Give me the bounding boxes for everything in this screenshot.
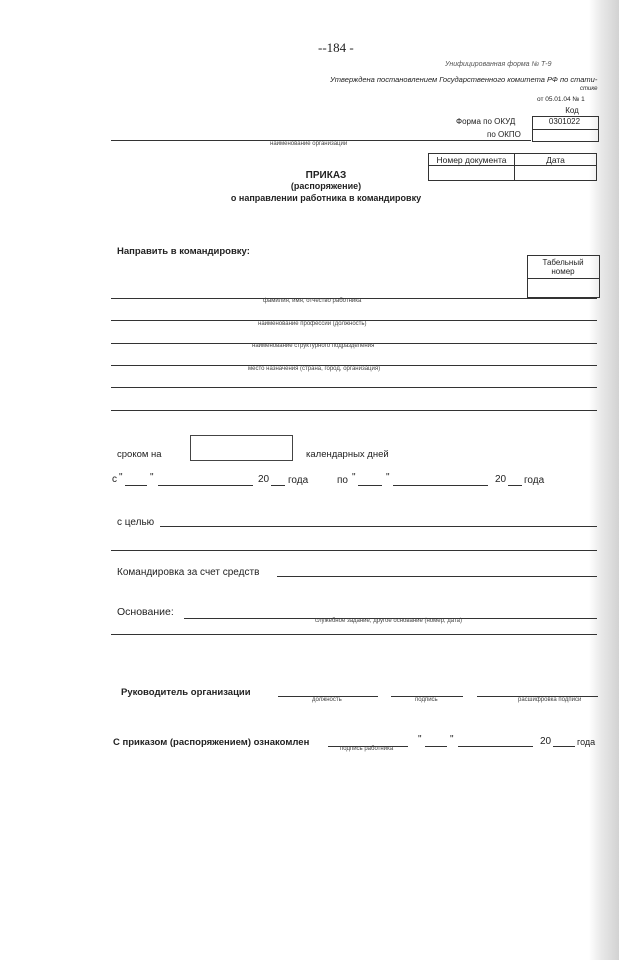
kod-label: Код bbox=[565, 106, 579, 115]
purpose-label: с целью bbox=[117, 517, 155, 528]
to-day-field[interactable] bbox=[358, 485, 382, 486]
from-year-field[interactable] bbox=[271, 485, 285, 486]
to-quote-open: " bbox=[352, 472, 356, 483]
organization-caption: наименование организации bbox=[270, 141, 348, 147]
okud-label: Форма по ОКУД bbox=[456, 117, 516, 126]
tabel-label-2: номер bbox=[551, 267, 575, 276]
manager-signature-caption: подпись bbox=[415, 697, 438, 703]
destination-field-3[interactable] bbox=[111, 410, 597, 411]
from-day-field[interactable] bbox=[125, 485, 147, 486]
basis-field-2[interactable] bbox=[111, 634, 597, 635]
destination-caption: место назначения (страна, город, организация) bbox=[248, 366, 381, 372]
to-year-word: года bbox=[524, 475, 545, 486]
ack-signature-caption: подпись работника bbox=[340, 746, 394, 752]
expense-field[interactable] bbox=[277, 576, 597, 577]
title-main: ПРИКАЗ bbox=[305, 170, 347, 181]
ack-quote-close: " bbox=[450, 734, 454, 745]
purpose-field[interactable] bbox=[160, 526, 597, 527]
ack-year-word: года bbox=[577, 737, 596, 747]
send-label: Направить в командировку: bbox=[117, 246, 250, 257]
to-quote-close: " bbox=[386, 472, 390, 483]
ack-month-field[interactable] bbox=[458, 746, 533, 747]
ack-label: С приказом (распоряжением) ознакомлен bbox=[113, 737, 310, 748]
destination-field-2[interactable] bbox=[111, 387, 597, 388]
purpose-field-2[interactable] bbox=[111, 550, 597, 551]
fio-caption: фамилия, имя, отчество работника bbox=[263, 298, 362, 304]
term-label: сроком на bbox=[117, 449, 162, 460]
from-month-field[interactable] bbox=[158, 485, 253, 486]
from-year-20: 20 bbox=[258, 474, 270, 485]
page-edge-shadow bbox=[589, 0, 619, 960]
division-caption: наименование структурного подразделения bbox=[252, 343, 375, 349]
from-quote-close: " bbox=[150, 472, 154, 483]
tabel-label-1: Табельный bbox=[542, 258, 584, 267]
ack-year-20: 20 bbox=[540, 736, 552, 747]
okud-value: 0301022 bbox=[548, 117, 581, 126]
form-header-line1: Унифицированная форма № Т-9 bbox=[445, 61, 552, 68]
page-number: --184 - bbox=[318, 40, 354, 55]
days-label: календарных дней bbox=[306, 449, 389, 460]
ack-year-field[interactable] bbox=[553, 746, 575, 747]
okpo-box bbox=[532, 129, 599, 142]
manager-decode-caption: расшифровка подписи bbox=[518, 697, 582, 703]
form-header-line4: от 05.01.04 № 1 bbox=[537, 96, 585, 103]
from-quote-open: " bbox=[119, 472, 123, 483]
to-po-label: по bbox=[337, 475, 348, 486]
profession-caption: наименование профессии (должность) bbox=[258, 321, 367, 327]
doc-date-cell[interactable] bbox=[515, 166, 597, 181]
manager-position-caption: должность bbox=[312, 697, 342, 703]
doc-number-header: Номер документа bbox=[429, 154, 515, 166]
doc-date-header: Дата bbox=[515, 154, 597, 166]
title-desc: о направлении работника в командировку bbox=[230, 193, 422, 203]
title-sub: (распоряжение) bbox=[290, 181, 362, 191]
okpo-label: по ОКПО bbox=[487, 130, 521, 139]
form-header-line3: стике bbox=[580, 86, 598, 92]
tabel-divider bbox=[527, 278, 599, 279]
from-year-word: года bbox=[288, 475, 309, 486]
to-year-field[interactable] bbox=[508, 485, 522, 486]
to-year-20: 20 bbox=[495, 474, 507, 485]
from-c-label: с bbox=[112, 474, 117, 485]
basis-caption: служебное задание, другое основание (номер, дата) bbox=[315, 618, 462, 624]
ack-quote-open: " bbox=[418, 734, 422, 745]
document-number-table bbox=[428, 153, 597, 181]
expense-label: Командировка за счет средств bbox=[117, 567, 260, 578]
ack-day-field[interactable] bbox=[425, 746, 447, 747]
form-header-line2: Утверждена постановлением Государственного комитета РФ по стати- bbox=[330, 75, 598, 84]
manager-label: Руководитель организации bbox=[121, 687, 251, 698]
to-month-field[interactable] bbox=[393, 485, 488, 486]
days-box[interactable] bbox=[190, 435, 293, 461]
basis-label: Основание: bbox=[117, 606, 174, 618]
